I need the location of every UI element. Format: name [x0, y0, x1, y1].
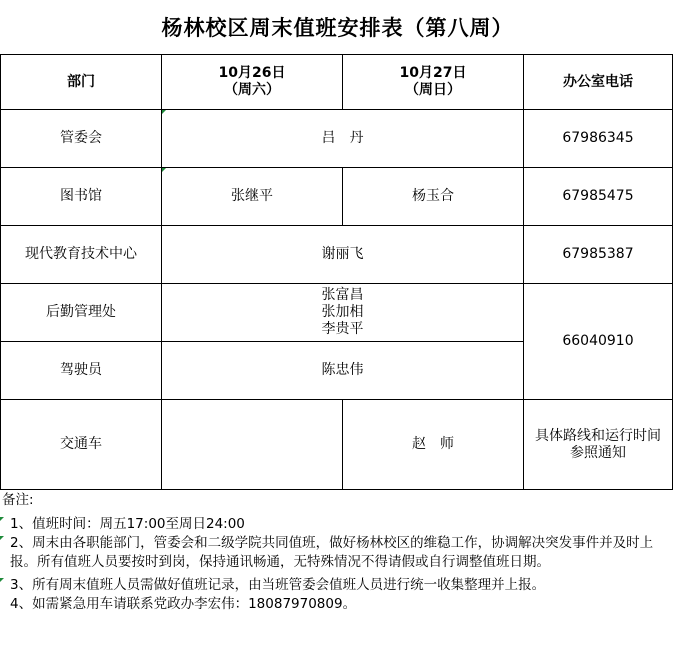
duty-cell-both [162, 110, 524, 168]
duty-cell-day1 [162, 168, 343, 226]
cell-marker-icon [162, 168, 166, 172]
duty-cell-both [162, 284, 524, 342]
cell-marker-icon [0, 536, 4, 540]
dept-cell: 驾驶员 [1, 342, 162, 400]
note-item [0, 515, 672, 534]
duty-table [0, 54, 673, 490]
duty-cell-day2: 杨玉合 [343, 168, 524, 226]
route-note-line: 参照通知 [570, 444, 626, 461]
phone-cell: 66040910 [524, 284, 673, 400]
table-row [1, 226, 673, 284]
phone-cell [524, 400, 673, 490]
table-row [1, 284, 673, 342]
table-row [1, 168, 673, 226]
header-day1-weekday: （周六） [224, 82, 280, 98]
dept-cell: 交通车 [1, 400, 162, 490]
table-row [1, 400, 673, 490]
header-day2 [343, 55, 524, 110]
dept-cell: 后勤管理处 [1, 284, 162, 342]
header-row [1, 55, 673, 110]
header-phone: 办公室电话 [524, 55, 673, 110]
dept-cell: 图书馆 [1, 168, 162, 226]
header-day2-weekday: （周日） [405, 82, 461, 98]
header-day1 [162, 55, 343, 110]
duty-person: 李贵平 [321, 321, 364, 337]
duty-person: 张加相 [321, 304, 364, 320]
duty-cell-day1 [162, 400, 343, 490]
phone-cell: 67985387 [524, 226, 673, 284]
cell-marker-icon [0, 578, 4, 582]
duty-person: 张富昌 [321, 287, 364, 303]
note-text: 1、值班时间：周五17:00至周日24:00 [10, 516, 245, 532]
table-row [1, 110, 673, 168]
phone-cell: 67985475 [524, 168, 673, 226]
note-text: 2、周末由各职能部门，管委会和二级学院共同值班，做好杨林校区的维稳工作，协调解决突发事件并及时上报。所有值班人员要按时到岗，保持通讯畅通，无特殊情况不得请假或自行调整值班日期。 [10, 535, 654, 570]
dept-cell: 现代教育技术中心 [1, 226, 162, 284]
duty-cell-both: 陈忠伟 [162, 342, 524, 400]
note-text: 3、所有周末值班人员需做好值班记录，由当班管委会值班人员进行统一收集整理并上报。 [10, 577, 546, 593]
header-day2-date: 10月27日 [399, 65, 467, 81]
page-title: 杨林校区周末值班安排表（第八周） [161, 15, 514, 40]
note-item [0, 534, 672, 572]
notes-section [0, 491, 672, 614]
dept-cell: 管委会 [1, 110, 162, 168]
cell-marker-icon [0, 517, 4, 521]
duty-cell-both: 谢丽飞 [162, 226, 524, 284]
notes-heading: 备注: [2, 492, 34, 508]
header-dept: 部门 [1, 55, 162, 110]
cell-marker-icon [162, 110, 166, 114]
phone-cell: 67986345 [524, 110, 673, 168]
note-item [0, 595, 672, 614]
duty-cell-day2: 赵 师 [343, 400, 524, 490]
note-text: 4、如需紧急用车请联系党政办李宏伟：18087970809。 [10, 596, 357, 612]
duty-person: 张继平 [231, 188, 273, 204]
route-note-line: 具体路线和运行时间 [535, 427, 661, 444]
header-day1-date: 10月26日 [218, 65, 286, 81]
duty-person: 吕 丹 [321, 130, 364, 146]
note-item [0, 576, 672, 595]
